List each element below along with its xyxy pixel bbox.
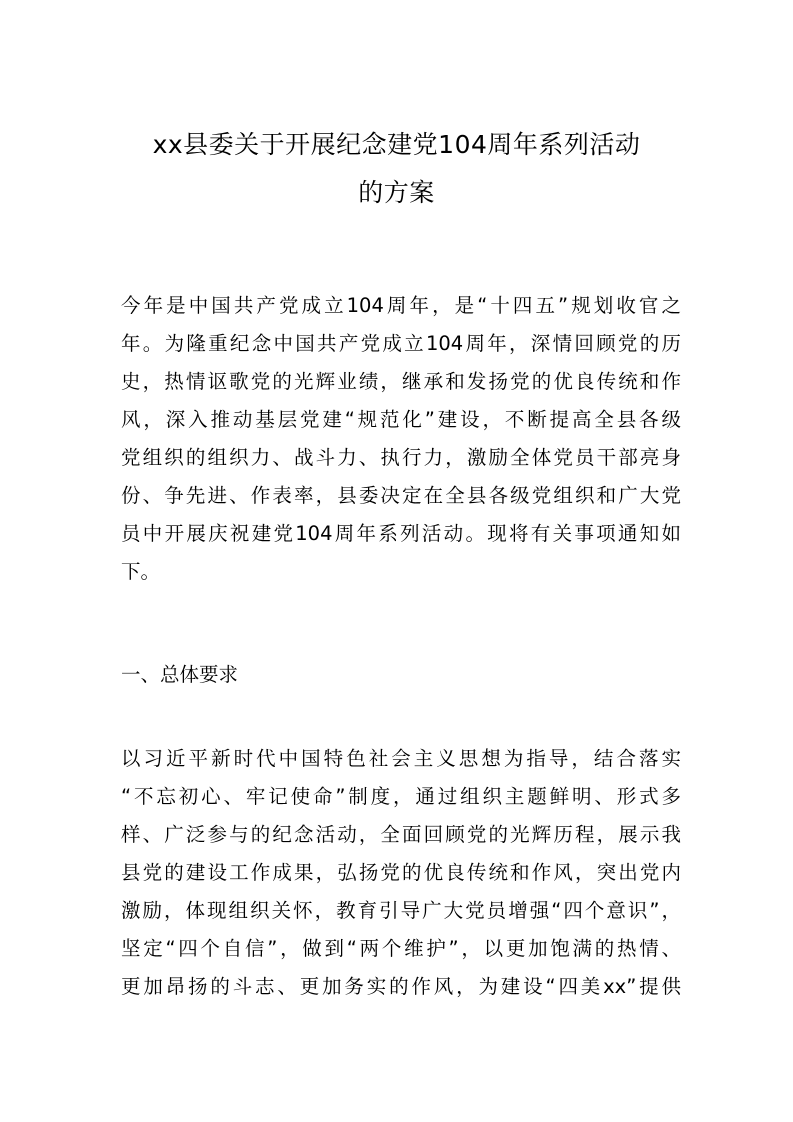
intro-line: 下。 — [121, 560, 161, 583]
section-paragraph-line: 激励，体现组织关怀，教育引导广大党员增强“四个意识”， — [121, 899, 681, 922]
intro-line: 党组织的组织力、战斗力、执行力，激励全体党员干部亮身 — [121, 446, 681, 469]
section-paragraph-line: 县党的建设工作成果，弘扬党的优良传统和作风，突出党内 — [121, 861, 681, 884]
section-paragraph-line: 样、广泛参与的纪念活动，全面回顾党的光辉历程，展示我 — [121, 823, 681, 846]
intro-line: 风，深入推动基层党建“规范化”建设，不断提高全县各级 — [121, 408, 681, 431]
intro-line: 年。为隆重纪念中国共产党成立104周年，深情回顾党的历 — [121, 332, 681, 355]
section-heading: 一、总体要求 — [121, 663, 239, 686]
intro-line: 员中开展庆祝建党104周年系列活动。现将有关事项通知如 — [121, 522, 681, 545]
section-paragraph-line: 以习近平新时代中国特色社会主义思想为指导，结合落实 — [121, 747, 681, 770]
intro-line: 史，热情讴歌党的光辉业绩，继承和发扬党的优良传统和作 — [121, 370, 681, 393]
section-paragraph-line: 更加昂扬的斗志、更加务实的作风，为建设“四美xx”提供 — [121, 975, 681, 998]
intro-line: 份、争先进、作表率，县委决定在全县各级党组织和广大党 — [121, 484, 681, 507]
intro-line: 今年是中国共产党成立104周年，是“十四五”规划收官之 — [121, 294, 681, 317]
section-paragraph-line: 坚定“四个自信”，做到“两个维护”，以更加饱满的热情、 — [121, 937, 681, 960]
section-paragraph-line: “不忘初心、牢记使命”制度，通过组织主题鲜明、形式多 — [121, 785, 681, 808]
document-title-line-1: xx县委关于开展纪念建党104周年系列活动 — [152, 130, 641, 159]
document-title-line-2: 的方案 — [358, 178, 435, 207]
